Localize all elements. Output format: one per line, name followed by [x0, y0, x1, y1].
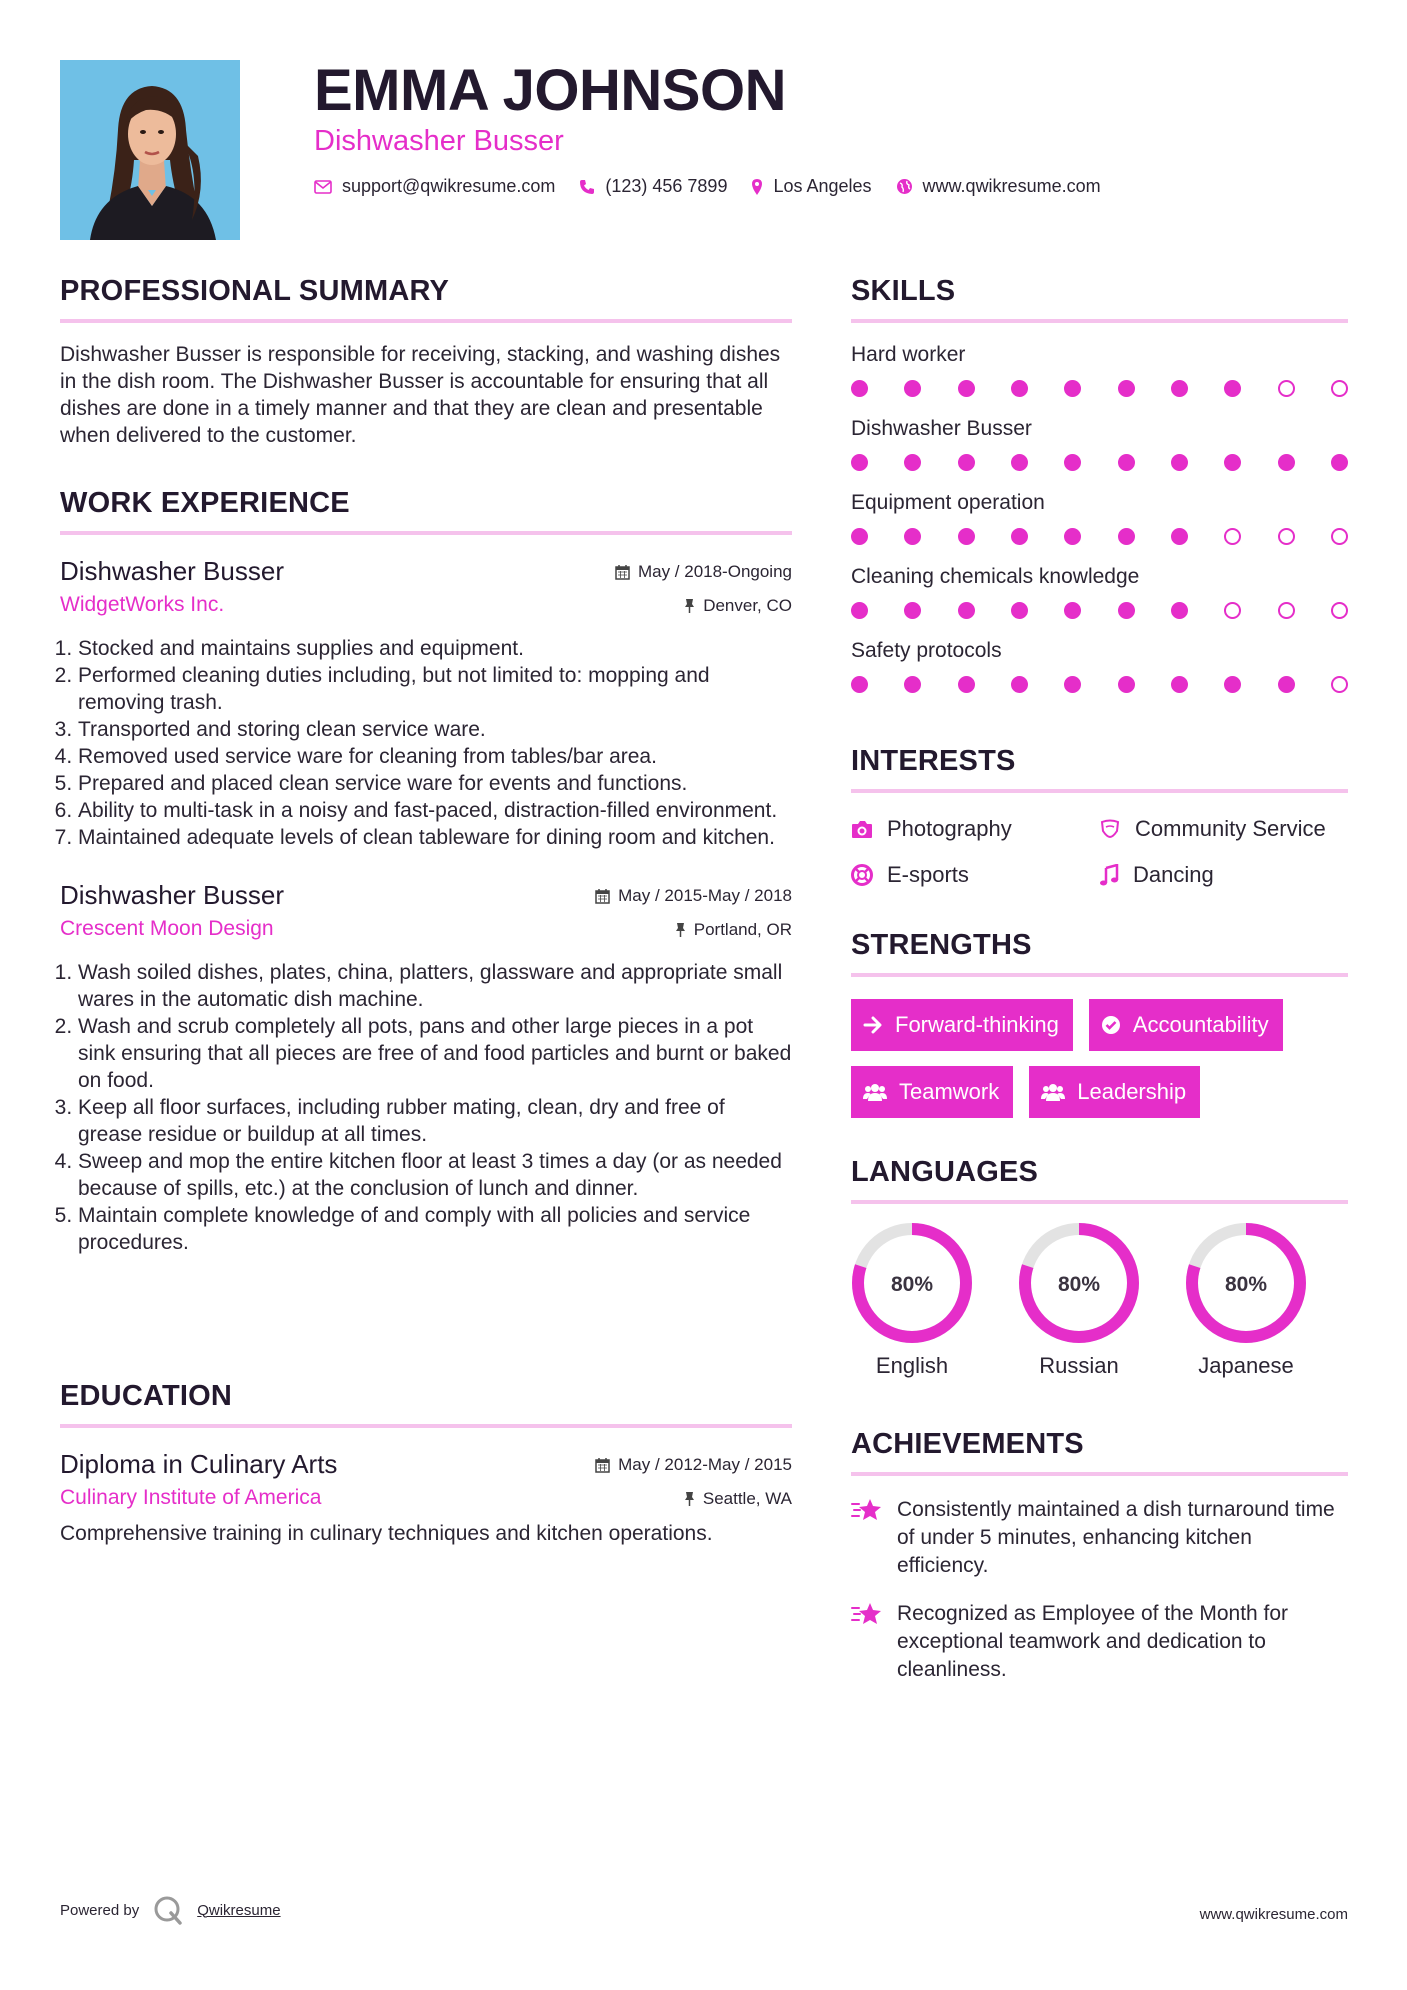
education-heading: EDUCATION: [60, 1380, 233, 1412]
interest-label: Community Service: [1135, 816, 1326, 841]
summary-text: Dishwasher Busser is responsible for receiving, stacking, and washing dishes in the dish room. The Dishwasher Busser is accountable for ensuring that all dishes are done in a timely manner and that they are clean and presentable when delivered to the customer.: [60, 343, 781, 447]
achievement-text: Recognized as Employee of the Month for exceptional teamwork and dedication to cleanliness.: [897, 1602, 1289, 1681]
job-location: Denver, CO: [703, 596, 792, 615]
users-icon: [863, 1082, 887, 1102]
map-pin-icon: [751, 178, 763, 196]
lifebuoy-icon: [851, 864, 873, 886]
rating-dot-empty: [1278, 602, 1295, 619]
section-divider: [851, 789, 1348, 793]
rating-dot-filled: [1171, 602, 1188, 619]
strength-label: Forward-thinking: [895, 1012, 1059, 1037]
rating-dot-filled: [958, 380, 975, 397]
rating-dot-filled: [1331, 454, 1348, 471]
star-burst-icon: [851, 1600, 883, 1628]
rating-dot-filled: [851, 380, 868, 397]
calendar-icon: [615, 564, 630, 580]
skill-item: [851, 489, 1348, 545]
rating-dot-filled: [958, 528, 975, 545]
rating-dot-filled: [851, 528, 868, 545]
job-location: Portland, OR: [693, 920, 792, 939]
language-item: [851, 1222, 973, 1380]
languages-list: [851, 1222, 1348, 1380]
experience-heading: WORK EXPERIENCE: [60, 487, 350, 519]
task-item: 2. Performed cleaning duties including, but not limited to: mopping and removing trash.: [78, 662, 792, 716]
interests-list: [851, 815, 1348, 889]
section-divider: [60, 1424, 792, 1428]
section-divider: [60, 531, 792, 535]
arrow-right-icon: [863, 1016, 883, 1034]
rating-dot-filled: [1278, 454, 1295, 471]
task-item: 3. Keep all floor surfaces, including rubber mating, clean, dry and free of grease residue or buildup at all times.: [78, 1094, 792, 1148]
job-title: Dishwasher Busser: [60, 880, 284, 910]
rating-dot-filled: [1064, 676, 1081, 693]
skill-item: [851, 637, 1348, 693]
pin-icon: [675, 922, 686, 938]
achievements-heading: ACHIEVEMENTS: [851, 1428, 1084, 1460]
rating-dot-empty: [1278, 380, 1295, 397]
skill-rating: [851, 676, 1348, 693]
achievements-section: [851, 1426, 1348, 1684]
summary-heading: PROFESSIONAL SUMMARY: [60, 275, 450, 307]
footer-powered-by: [60, 1895, 281, 1925]
education-meta: [595, 1454, 792, 1510]
interest-item: [1099, 815, 1348, 843]
job-company: WidgetWorks Inc.: [60, 593, 225, 616]
achievement-text: Consistently maintained a dish turnaround time of under 5 minutes, enhancing kitchen efficiency.: [897, 1498, 1335, 1577]
section-divider: [851, 1472, 1348, 1476]
interest-item: [851, 861, 1099, 889]
job-meta: [595, 885, 792, 941]
strength-chip: [851, 1066, 1013, 1118]
skills-section: [851, 273, 1348, 693]
skills-heading: SKILLS: [851, 275, 956, 307]
achievement-item: [851, 1600, 1348, 1684]
rating-dot-filled: [1064, 380, 1081, 397]
rating-dot-filled: [851, 676, 868, 693]
education-section: [60, 1378, 792, 1547]
rating-dot-filled: [1171, 676, 1188, 693]
users-icon: [1041, 1082, 1065, 1102]
skill-rating: [851, 528, 1348, 545]
pin-icon: [684, 1491, 695, 1507]
task-list: [60, 635, 792, 851]
education-location: Seattle, WA: [702, 1489, 792, 1508]
profile-photo: [60, 60, 240, 240]
rating-dot-filled: [1118, 528, 1135, 545]
job-dates: May / 2018-Ongoing: [637, 562, 792, 581]
calendar-icon: [595, 1457, 610, 1473]
skills-list: [851, 341, 1348, 693]
contact-website[interactable]: [896, 176, 1101, 197]
rating-dot-filled: [851, 602, 868, 619]
interest-label: E-sports: [887, 862, 969, 887]
rating-dot-filled: [1171, 528, 1188, 545]
rating-dot-filled: [904, 380, 921, 397]
degree-title: Diploma in Culinary Arts: [60, 1449, 338, 1479]
check-circle-icon: [1101, 1015, 1121, 1035]
rating-dot-filled: [1118, 602, 1135, 619]
rating-dot-filled: [1011, 528, 1028, 545]
strengths-heading: STRENGTHS: [851, 929, 1032, 961]
candidate-title: Dishwasher Busser: [314, 125, 564, 157]
star-burst-icon: [851, 1496, 883, 1524]
rating-dot-filled: [958, 676, 975, 693]
rating-dot-filled: [958, 602, 975, 619]
rating-dot-filled: [1118, 454, 1135, 471]
calendar-icon: [595, 888, 610, 904]
rating-dot-empty: [1278, 528, 1295, 545]
hands-icon: [1099, 819, 1121, 839]
language-ring: [851, 1222, 973, 1344]
skill-name: Hard worker: [851, 343, 966, 366]
job-entry: [60, 879, 792, 1256]
powered-by-label: Powered by: [60, 1901, 140, 1919]
task-item: 1. Stocked and maintains supplies and equipment.: [78, 635, 792, 662]
skill-rating: [851, 380, 1348, 397]
summary-section: [60, 273, 792, 449]
language-item: [1018, 1222, 1140, 1380]
candidate-name: EMMA JOHNSON: [314, 58, 786, 123]
rating-dot-filled: [904, 676, 921, 693]
rating-dot-empty: [1331, 528, 1348, 545]
strengths-list: [851, 999, 1348, 1118]
language-name: English: [875, 1353, 949, 1378]
languages-heading: LANGUAGES: [851, 1156, 1039, 1188]
rating-dot-filled: [904, 454, 921, 471]
strength-chip: [1089, 999, 1283, 1051]
interests-heading: INTERESTS: [851, 745, 1016, 777]
rating-dot-filled: [1171, 380, 1188, 397]
skill-item: [851, 563, 1348, 619]
education-entry: [60, 1448, 792, 1547]
rating-dot-filled: [851, 454, 868, 471]
phone-text: (123) 456 7899: [605, 176, 728, 196]
location-text: Los Angeles: [773, 176, 872, 196]
language-percent: 80%: [1224, 1273, 1268, 1296]
rating-dot-filled: [1171, 454, 1188, 471]
task-item: 7. Maintained adequate levels of clean tableware for dining room and kitchen.: [78, 824, 792, 851]
rating-dot-filled: [1064, 454, 1081, 471]
contact-bar: [314, 176, 1113, 197]
task-item: 4. Sweep and mop the entire kitchen floor at least 3 times a day (or as needed because of spills, etc.) at the conclusion of lunch and dinner.: [78, 1148, 792, 1202]
task-item: 3. Transported and storing clean service ware.: [78, 716, 792, 743]
task-item: 6. Ability to multi-task in a noisy and fast-paced, distraction-filled environment.: [78, 797, 792, 824]
education-description: Comprehensive training in culinary techniques and kitchen operations.: [60, 1522, 713, 1545]
rating-dot-filled: [958, 454, 975, 471]
brand-link[interactable]: Qwikresume: [197, 1901, 281, 1919]
skill-item: [851, 415, 1348, 471]
job-entry: [60, 555, 792, 851]
task-item: 5. Prepared and placed clean service ware for events and functions.: [78, 770, 792, 797]
rating-dot-filled: [1278, 676, 1295, 693]
skill-rating: [851, 602, 1348, 619]
contact-location: [751, 176, 871, 197]
rating-dot-filled: [904, 602, 921, 619]
rating-dot-empty: [1331, 602, 1348, 619]
interest-item: [851, 815, 1099, 843]
rating-dot-filled: [1224, 454, 1241, 471]
section-divider: [851, 319, 1348, 323]
rating-dot-empty: [1331, 676, 1348, 693]
website-text: www.qwikresume.com: [922, 176, 1101, 196]
task-item: 4. Removed used service ware for cleaning from tables/bar area.: [78, 743, 792, 770]
school-name: Culinary Institute of America: [60, 1486, 322, 1509]
education-dates: May / 2012-May / 2015: [618, 1455, 792, 1474]
skill-item: [851, 341, 1348, 397]
skill-rating: [851, 454, 1348, 471]
task-item: 5. Maintain complete knowledge of and comply with all policies and service procedures.: [78, 1202, 792, 1256]
rating-dot-empty: [1224, 602, 1241, 619]
language-percent: 80%: [1057, 1273, 1101, 1296]
language-name: Russian: [1039, 1353, 1119, 1378]
achievement-item: [851, 1496, 1348, 1580]
qwikresume-logo-icon: [153, 1895, 183, 1925]
strength-chip: [851, 999, 1073, 1051]
strengths-section: [851, 927, 1348, 1118]
language-percent: 80%: [890, 1273, 934, 1296]
rating-dot-filled: [1118, 380, 1135, 397]
rating-dot-filled: [1011, 602, 1028, 619]
contact-phone[interactable]: [579, 176, 727, 197]
job-dates: May / 2015-May / 2018: [618, 886, 792, 905]
rating-dot-filled: [1011, 380, 1028, 397]
email-text: support@qwikresume.com: [342, 176, 556, 196]
task-item: 2. Wash and scrub completely all pots, pans and other large pieces in a pot sink ensuring that all pieces are free of and food particles and burnt or baked on food.: [78, 1013, 792, 1094]
rating-dot-empty: [1331, 380, 1348, 397]
language-ring: [1185, 1222, 1307, 1344]
rating-dot-filled: [1224, 380, 1241, 397]
rating-dot-filled: [904, 528, 921, 545]
language-ring: [1018, 1222, 1140, 1344]
strength-label: Leadership: [1077, 1079, 1187, 1104]
contact-email[interactable]: [314, 176, 555, 197]
rating-dot-empty: [1224, 528, 1241, 545]
strength-label: Accountability: [1132, 1012, 1269, 1037]
skill-name: Dishwasher Busser: [851, 417, 1032, 440]
pin-icon: [684, 598, 695, 614]
interest-label: Dancing: [1133, 862, 1214, 887]
rating-dot-filled: [1011, 454, 1028, 471]
camera-icon: [851, 820, 873, 839]
language-name: Japanese: [1198, 1353, 1294, 1378]
language-item: [1185, 1222, 1307, 1380]
strength-label: Teamwork: [899, 1079, 1000, 1104]
footer-website[interactable]: www.qwikresume.com: [1199, 1906, 1348, 1923]
section-divider: [60, 319, 792, 323]
job-title: Dishwasher Busser: [60, 556, 284, 586]
languages-section: [851, 1154, 1348, 1380]
rating-dot-filled: [1224, 676, 1241, 693]
rating-dot-filled: [1064, 528, 1081, 545]
job-meta: [615, 561, 792, 617]
interest-item: [1099, 861, 1348, 889]
globe-icon: [896, 178, 913, 195]
task-item: 1. Wash soiled dishes, plates, china, platters, glassware and appropriate small wares in the automatic dish machine.: [78, 959, 792, 1013]
rating-dot-filled: [1118, 676, 1135, 693]
skill-name: Equipment operation: [851, 491, 1045, 514]
skill-name: Cleaning chemicals knowledge: [851, 565, 1140, 588]
skill-name: Safety protocols: [851, 639, 1002, 662]
task-list: [60, 959, 792, 1256]
rating-dot-filled: [1011, 676, 1028, 693]
section-divider: [851, 1200, 1348, 1204]
envelope-icon: [314, 180, 332, 194]
phone-icon: [579, 179, 595, 195]
section-divider: [851, 973, 1348, 977]
job-company: Crescent Moon Design: [60, 917, 274, 940]
experience-section: [60, 485, 792, 1256]
rating-dot-filled: [1064, 602, 1081, 619]
interest-label: Photography: [887, 816, 1012, 841]
interests-section: [851, 743, 1348, 889]
music-note-icon: [1099, 864, 1119, 886]
strength-chip: [1029, 1066, 1200, 1118]
